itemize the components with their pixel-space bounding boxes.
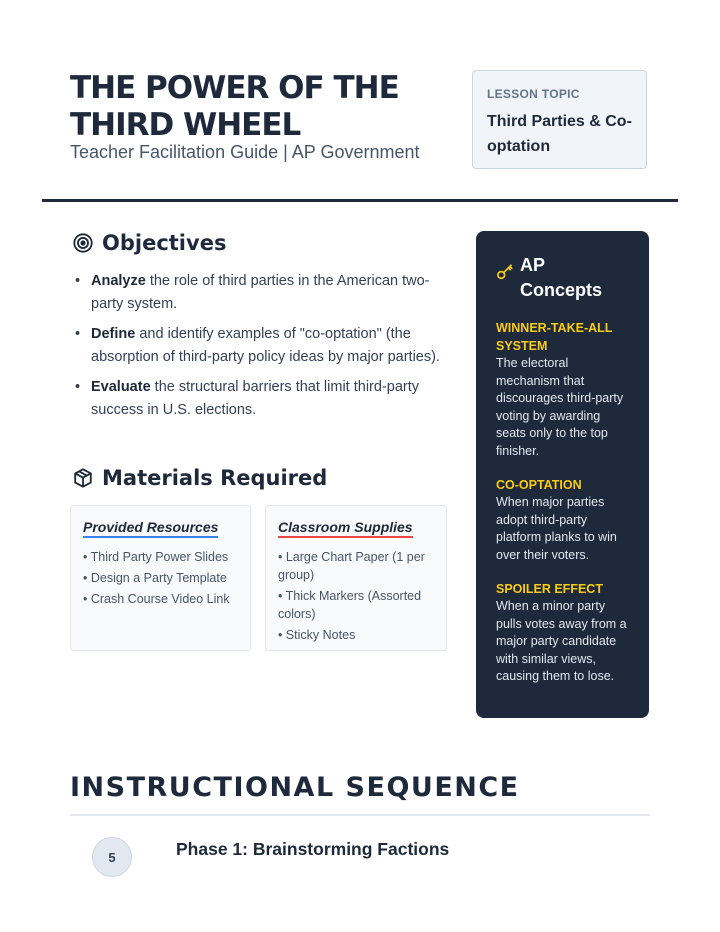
classroom-supplies-title: Classroom Supplies: [278, 519, 413, 538]
header-divider: [42, 199, 678, 202]
ap-concepts-panel: [476, 231, 649, 718]
lesson-topic-label: LESSON TOPIC: [487, 87, 580, 101]
classroom-supplies-list: [278, 548, 434, 644]
objectives-header: [72, 231, 226, 255]
concept-item: [496, 580, 629, 686]
concept-definition: When a minor party pulls votes away from a major party candidate with similar views, causing them to lose.: [496, 599, 627, 683]
provided-resources-list: [83, 548, 238, 608]
list-item: • Design a Party Template: [83, 571, 227, 585]
concept-definition: The electoral mechanism that discourages third-party voting by awarding seats only to the top finisher.: [496, 356, 624, 458]
concept-term: SPOILER EFFECT: [496, 582, 603, 596]
concept-term: WINNER-TAKE-ALL SYSTEM: [496, 321, 613, 353]
concept-item: [496, 319, 629, 460]
objective-text: the role of third parties in the American two-party system.: [91, 273, 430, 312]
list-item: • Crash Course Video Link: [83, 592, 230, 606]
list-item: • Thick Markers (Assorted colors): [278, 589, 422, 621]
ap-concepts-header: [496, 253, 629, 303]
list-item: • Sticky Notes: [278, 628, 356, 642]
box-icon: [72, 467, 94, 489]
objective-item: [73, 323, 453, 369]
provided-resources-card: [70, 505, 251, 651]
key-icon: [496, 263, 514, 286]
classroom-supplies-card: [265, 505, 447, 651]
objective-verb: Evaluate: [91, 379, 151, 395]
concept-definition: When major parties adopt third-party platform planks to win over their voters.: [496, 495, 617, 562]
list-item: • Large Chart Paper (1 per group): [278, 550, 425, 582]
ap-concepts-heading: AP Concepts: [520, 255, 603, 300]
objective-verb: Define: [91, 326, 136, 342]
objective-text: and identify examples of "co-optation" (the absorption of third-party policy ideas by major parties).: [91, 326, 440, 365]
materials-header: [72, 466, 327, 490]
instructional-sequence-heading: INSTRUCTIONAL SEQUENCE: [70, 772, 520, 803]
page-title: THE POWER OF THE THIRD WHEEL: [70, 70, 399, 143]
materials-heading: Materials Required: [102, 466, 328, 490]
objectives-list: [73, 270, 453, 429]
objective-item: [73, 270, 453, 316]
sequence-divider: [70, 814, 650, 816]
phase-number-badge: 5: [92, 837, 132, 877]
objective-text: the structural barriers that limit third-party success in U.S. elections.: [91, 379, 419, 418]
lesson-topic-value: Third Parties & Co-optation: [487, 113, 632, 155]
objective-verb: Analyze: [91, 273, 146, 289]
lesson-topic-card: [472, 70, 647, 169]
phase-title: Phase 1: Brainstorming Factions: [176, 839, 450, 859]
objectives-heading: Objectives: [102, 231, 227, 255]
objective-item: [73, 376, 453, 422]
list-item: • Third Party Power Slides: [83, 550, 229, 564]
provided-resources-title: Provided Resources: [83, 519, 218, 538]
concept-term: CO-OPTATION: [496, 478, 582, 492]
page-subtitle: Teacher Facilitation Guide | AP Government: [70, 142, 420, 162]
target-icon: [72, 232, 94, 254]
concept-item: [496, 476, 629, 564]
